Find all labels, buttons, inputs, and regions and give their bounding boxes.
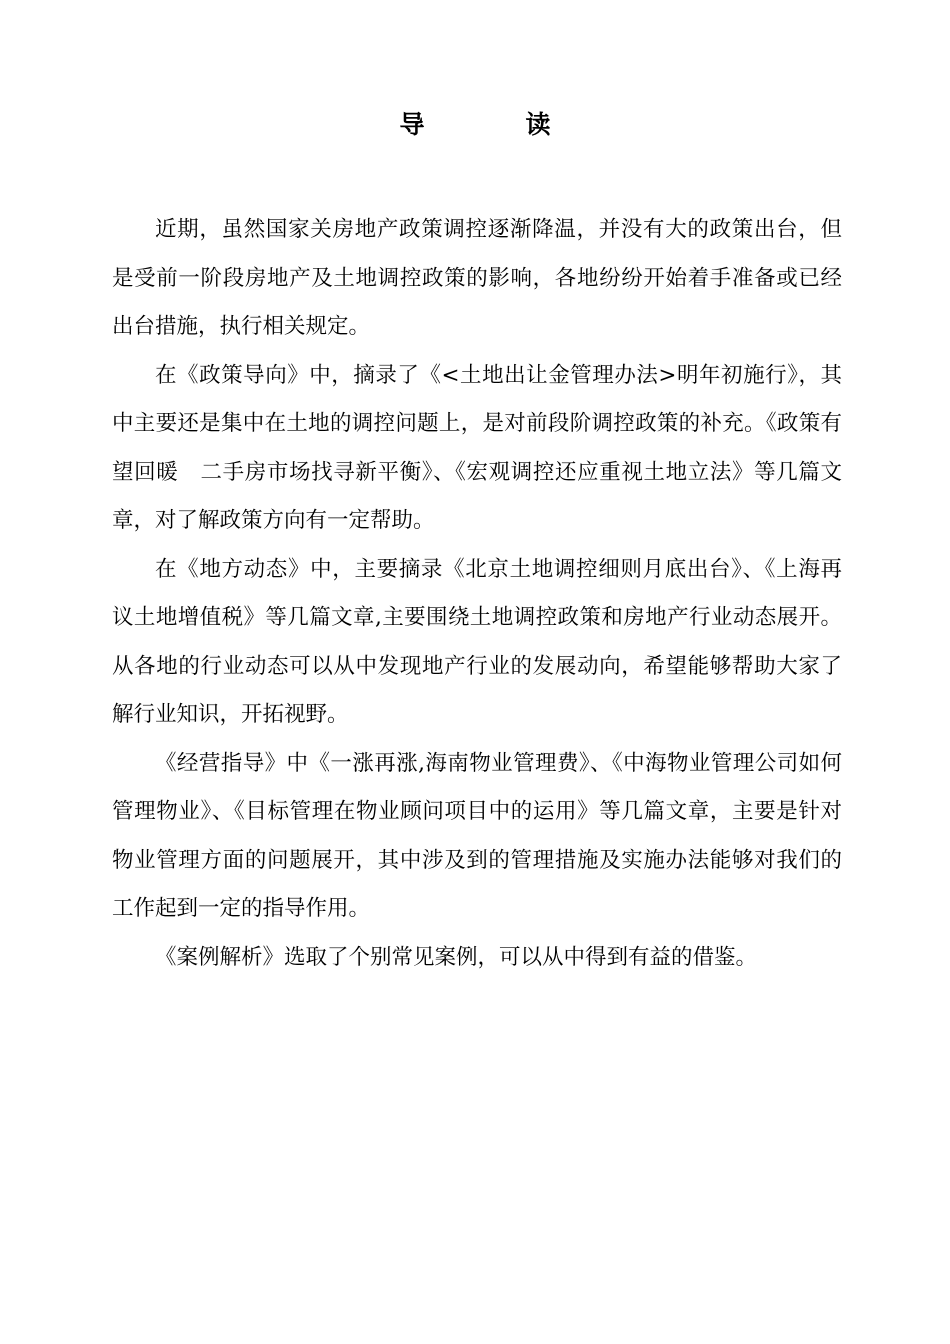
paragraph-business-guidance: 《经营指导》中《一涨再涨,海南物业管理费》、《中海物业管理公司如何管理物业》、《目标管理在物业顾问项目中的运用》等几篇文章，主要是针对物业管理方面的问题展开，其中涉及到的管理措施及实施办法能够对我们的工作起到一定的指导作用。: [112, 750, 842, 921]
paragraph-policy-guidance: 在《政策导向》中，摘录了《<土地出让金管理办法>明年初施行》，其中主要还是集中在土地的调控问题上，是对前段阶调控政策的补充。《政策有望回暖 二手房市场找寻新平衡》、《宏观调控还应重视土地立法》等几篇文章，对了解政策方向有一定帮助。: [112, 362, 842, 533]
page-title: 导 读: [399, 110, 589, 139]
paragraph-local-news: 在《地方动态》中，主要摘录《北京土地调控细则月底出台》、《上海再议土地增值税》等几篇文章,主要围绕土地调控政策和房地产行业动态展开。从各地的行业动态可以从中发现地产行业的发展动向，希望能够帮助大家了解行业知识，开拓视野。: [112, 556, 842, 727]
paragraph-intro: 近期，虽然国家关房地产政策调控逐渐降温，并没有大的政策出台，但是受前一阶段房地产及土地调控政策的影响，各地纷纷开始着手准备或已经出台措施，执行相关规定。: [112, 217, 842, 339]
paragraph-case-analysis: 《案例解析》选取了个别常见案例，可以从中得到有益的借鉴。: [155, 944, 758, 970]
document-body: [112, 206, 842, 982]
